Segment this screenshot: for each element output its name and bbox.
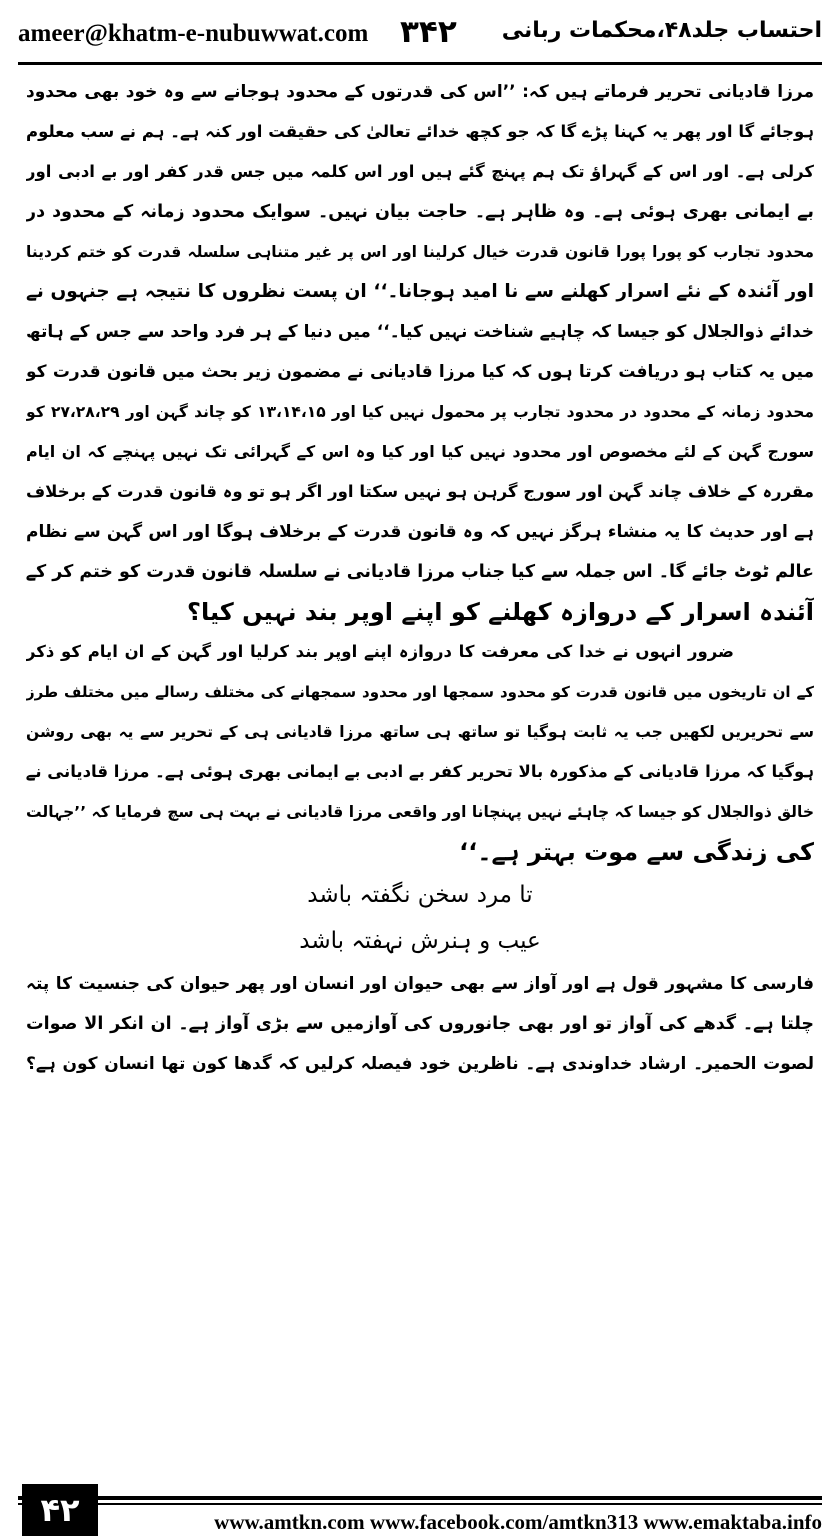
text-line: محدود تجارب کو پورا پورا قانون قدرت خیال کرلینا اور اس پر غیر متناہی سلسلہ قدرت کو ختم کردینا — [26, 243, 814, 261]
text-line: لصوت الحمیر۔ ارشاد خداوندی ہے۔ ناظرین خود فیصلہ کرلیں کہ گدھا کون تھا انسان کون ہے؟ — [26, 1054, 814, 1074]
text-line: چلتا ہے۔ گدھے کی آواز تو اور بھی جانوروں کی آوازمیں سے بڑی آواز ہے۔ ان انکر الا صوات — [26, 1014, 814, 1034]
footer-divider-thin — [18, 1503, 822, 1505]
text-line: کی زندگی سے موت بہتر ہے۔‘‘ — [459, 838, 814, 866]
footer-divider-thick — [18, 1496, 822, 1500]
header-book-title: احتساب جلد۴۸،محکمات ربانی — [501, 18, 822, 43]
text-line: عالم ٹوٹ جائے گا۔ اس جملہ سے کیا جناب مرزا قادیانی نے سلسلہ قانون قدرت کو ختم کر کے — [26, 562, 814, 582]
text-line: محدود زمانہ کے محدود در محدود تجارب پر محمول نہیں کیا اور ۱۳،۱۴،۱۵ کو چاند گہن اور ۲۷،۲۸،۲۹ کو — [26, 403, 814, 421]
text-line: سے تحریریں لکھیں جب یہ ثابت ہوگیا تو ساتھ ہی ساتھ مرزا قادیانی ہی کے تحریر سے یہ بھی روشن — [26, 723, 814, 741]
text-line: ضرور انہوں نے خدا کی معرفت کا دروازہ اپنے اوپر بند کرلیا اور گہن کے ان ایام کو ذکر — [26, 642, 734, 661]
text-line: ہے اور حدیث کا یہ منشاء ہرگز نہیں کہ وہ قانون قدرت کے برخلاف ہوگا اور اس گہن سے نظام — [26, 522, 814, 542]
page-header — [18, 14, 822, 58]
text-line: خالق ذوالجلال کو جیسا کہ چاہئے نہیں پہنچانا اور واقعی مرزا قادیانی نے بہت ہی سچ فرمایا کہ ’’جہالت — [26, 803, 814, 821]
text-line: بے ایمانی بھری ہوئی ہے۔ وہ ظاہر ہے۔ حاجت بیان نہیں۔ سوایک محدود زمانہ کے محدود در — [26, 202, 814, 222]
footer-links: www.amtkn.com www.facebook.com/amtkn313 www.emaktaba.info — [214, 1510, 822, 1534]
text-line: میں یہ کتاب ہو دریافت کرتا ہوں کہ کیا مرزا قادیانی نے مضمون زیر بحث میں قانون قدرت کو — [26, 362, 814, 382]
text-line: ہوجائے گا اور پھر یہ کہنا پڑے گا کہ جو کچھ خدائے تعالیٰ کی حقیقت اور کنہ ہے۔ ہم نے سب معلوم — [26, 122, 814, 141]
footer-page-number: ۴۲ — [22, 1484, 98, 1536]
text-line: آئندہ اسرار کے دروازہ کھلنے کو اپنے اوپر بند نہیں کیا؟ — [187, 598, 814, 626]
header-email: ameer@khatm-e-nubuwwat.com — [18, 20, 369, 47]
text-line: سورج گہن کے لئے مخصوص اور محدود نہیں کیا اور کیا وہ اس کے گہرائی تک نہیں پہنچے کہ ان ایام — [26, 442, 814, 461]
text-line: اور آئندہ کے نئے اسرار کھلنے سے نا امید ہوجانا۔‘‘ ان پست نظروں کا نتیجہ ہے جنہوں نے — [26, 281, 814, 302]
text-line: کے ان تاریخوں میں قانون قدرت کو محدود سمجھا اور محدود سمجھانے کی مختلف رسالے میں مختلف طرز — [26, 683, 814, 701]
text-line: مقررہ کے خلاف چاند گہن اور سورج گرہن ہو نہیں سکتا اور اگر ہو تو وہ قانون قدرت کے برخلاف — [26, 482, 814, 501]
header-page-number: ۳۴۲ — [400, 14, 457, 50]
header-divider — [18, 62, 822, 65]
text-line: ہوگیا کہ مرزا قادیانی کے مذکورہ بالا تحریر کفر بے ادبی بے ایمانی بھری ہوئی ہے۔ مرزا قادیانی نے — [26, 762, 814, 781]
text-line: فارسی کا مشہور قول ہے اور آواز سے بھی حیوان اور انسان اور پھر حیوان کی جنسیت کا پتہ — [26, 974, 814, 994]
text-line: خدائے ذوالجلال کو جیسا کہ چاہیے شناخت نہیں کیا۔‘‘ میں دنیا کے ہر فرد واحد سے جس کے ہاتھ — [26, 322, 814, 342]
text-line: مرزا قادیانی تحریر فرماتے ہیں کہ: ’’اس کی قدرتوں کے محدود ہوجانے سے وہ خود بھی محدود — [26, 82, 814, 102]
body-text — [26, 72, 814, 1084]
verse-line: عیب و ہنرش نہفتہ باشد — [299, 928, 541, 954]
verse-line: تا مرد سخن نگفتہ باشد — [307, 882, 533, 908]
text-line: کرلی ہے۔ اور اس کے گہراؤ تک ہم پہنچ گئے ہیں اور اس کلمہ میں جس قدر کفر اور بے ادبی اور — [26, 162, 814, 181]
